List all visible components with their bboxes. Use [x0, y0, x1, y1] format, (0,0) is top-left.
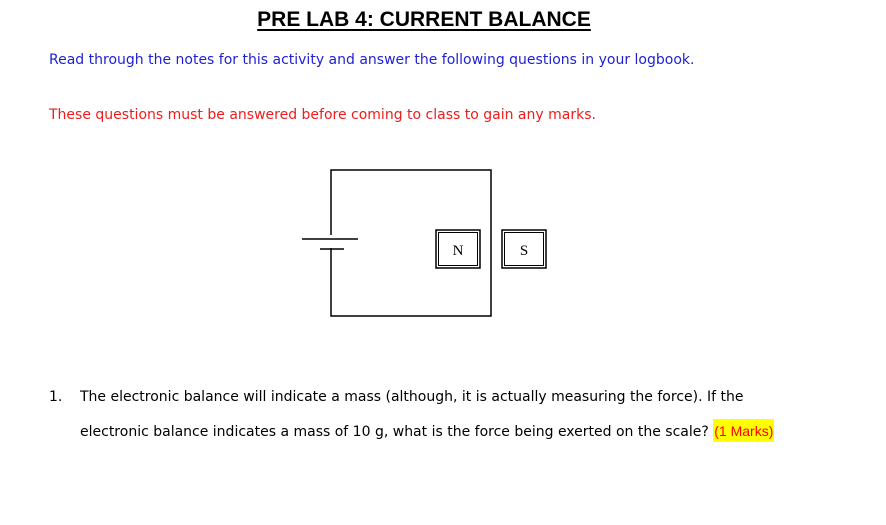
warning-note: These questions must be answered before coming to class to gain any marks. [49, 107, 596, 123]
question-text-line-1: The electronic balance will indicate a mass (although, it is actually measuring the force). If the [80, 389, 744, 405]
question-number: 1. [49, 389, 63, 405]
question-text-line-2-body: electronic balance indicates a mass of 10 g, what is the force being exerted on the scale? [80, 424, 709, 440]
question-text-line-2 [80, 423, 774, 440]
circuit-diagram [295, 160, 560, 325]
intro-instruction: Read through the notes for this activity and answer the following questions in your logbook. [49, 52, 695, 68]
magnet-north-label: N [452, 243, 464, 259]
marks-highlight: (1 Marks) [713, 419, 774, 442]
circuit-wire [331, 170, 491, 316]
page-title: PRE LAB 4: CURRENT BALANCE [257, 8, 591, 31]
magnet-south-label: S [519, 243, 529, 259]
